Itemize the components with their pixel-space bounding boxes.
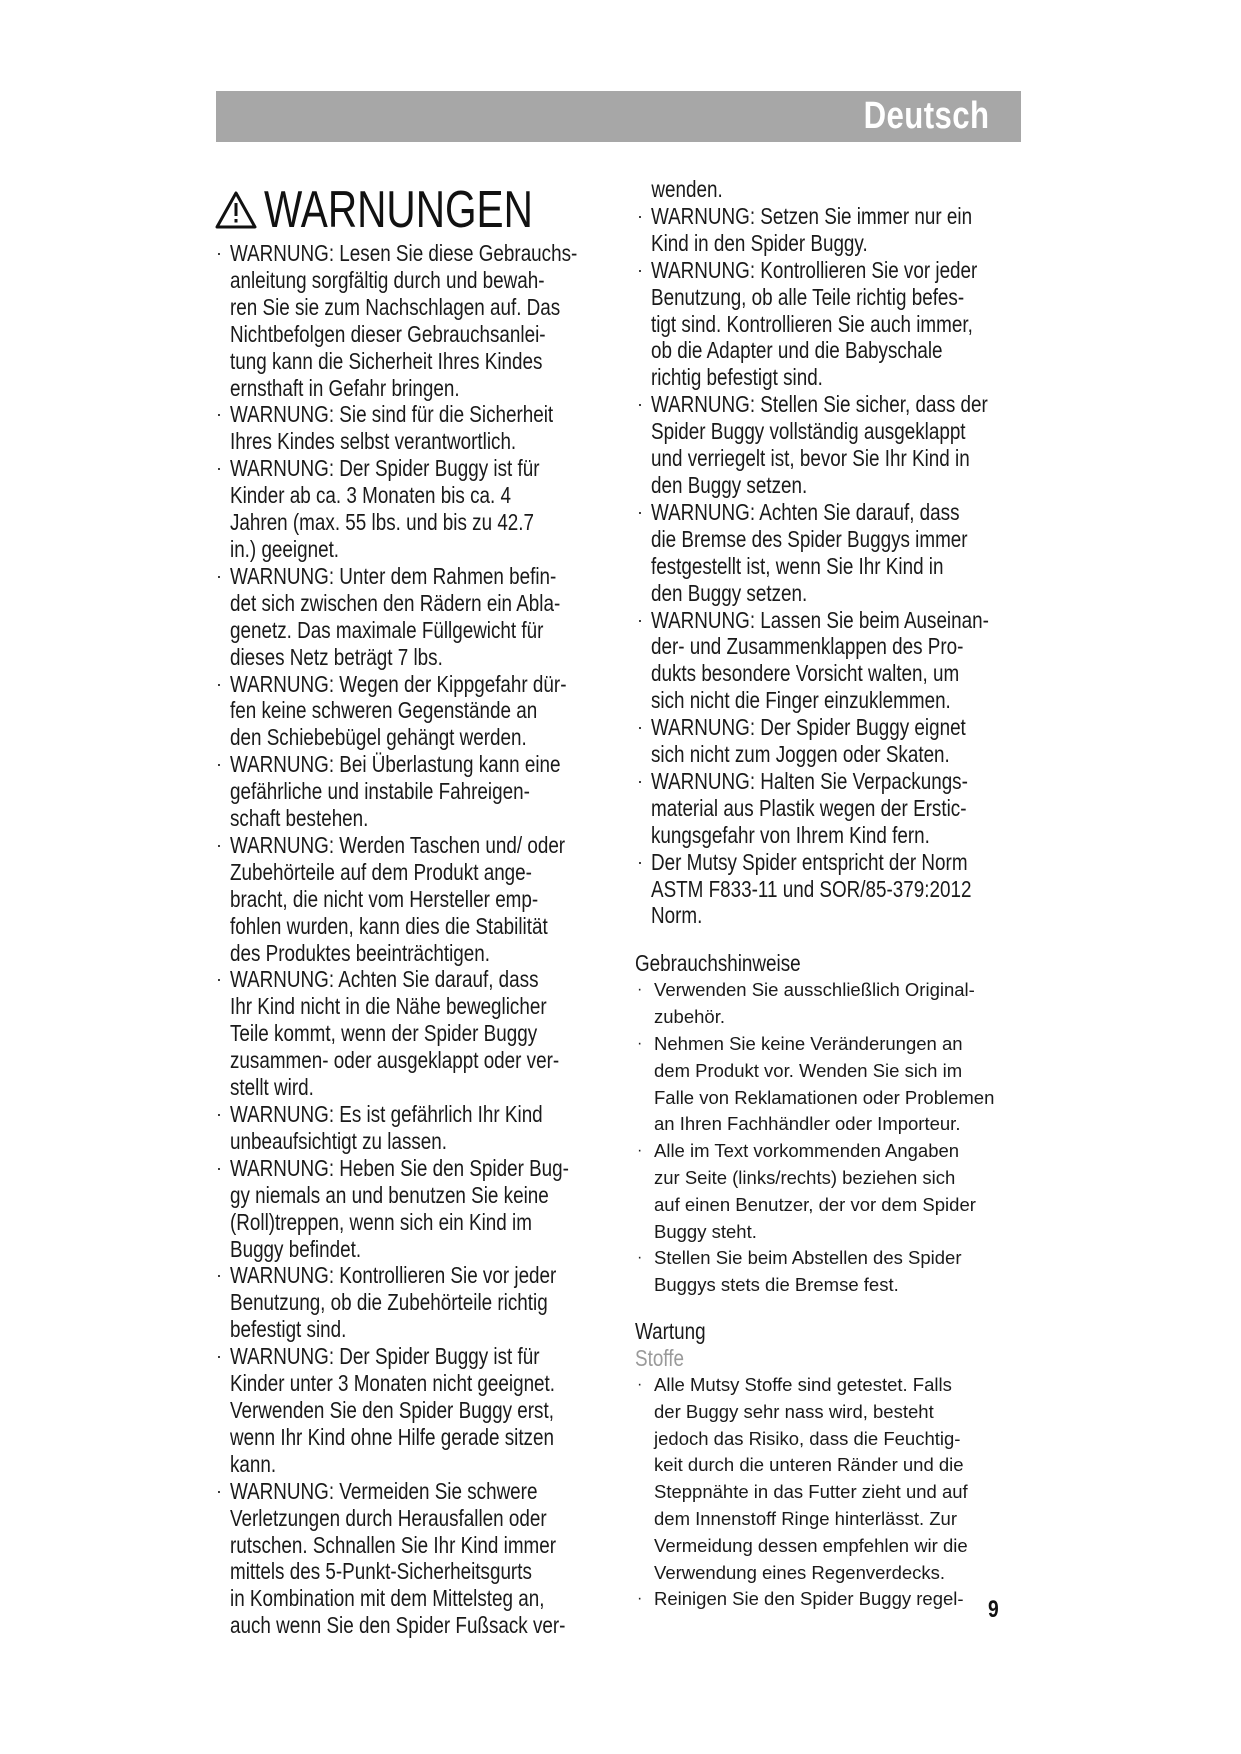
usage-item [635, 977, 1055, 1031]
warning-item [214, 832, 614, 967]
text-line: WARNUNG: Bei Überlastung kann eine [230, 751, 561, 778]
usage-heading: Gebrauchshinweise [635, 950, 801, 977]
warning-item [214, 240, 614, 401]
text-line: WARNUNG: Setzen Sie immer nur ein [651, 202, 973, 229]
bullet-icon: · [637, 1375, 643, 1393]
bullet-icon: · [216, 673, 222, 694]
text-line: rutschen. Schnallen Sie Ihr Kind immer [230, 1531, 557, 1558]
warning-item [214, 1343, 614, 1478]
text-line: auch wenn Sie den Spider Fußsack ver- [230, 1612, 566, 1639]
continuation-text [635, 176, 1055, 203]
warnings-title [214, 180, 614, 240]
text-line: Teile kommt, wenn der Spider Buggy [230, 1020, 538, 1047]
text-line: Ihr Kind nicht in die Nähe beweglicher [230, 993, 547, 1020]
warning-triangle-icon [214, 190, 258, 230]
bullet-icon: · [216, 1104, 222, 1124]
text-line: gefährliche und instabile Fahreigen- [230, 778, 530, 805]
bullet-icon: · [216, 1157, 222, 1178]
text-line: und verriegelt ist, bevor Sie Ihr Kind in [651, 445, 970, 472]
text-line: material aus Plastik wegen der Erstic- [651, 794, 967, 821]
text-line: Ihres Kindes selbst verantwortlich. [230, 428, 517, 455]
text-line: WARNUNG: Es ist gefährlich Ihr Kind [230, 1101, 543, 1127]
text-line: Benutzung, ob alle Teile richtig befes- [651, 283, 965, 310]
bullet-icon: · [216, 404, 222, 425]
text-line: Kinder unter 3 Monaten nicht geeignet. [230, 1370, 556, 1397]
bullet-icon: · [216, 565, 222, 586]
text-line: keit durch die unteren Ränder und die [654, 1454, 964, 1476]
text-line: Nehmen Sie keine Veränderungen an [654, 1032, 963, 1054]
maintenance-heading: Wartung [635, 1317, 706, 1344]
maintenance-list [635, 1372, 1055, 1613]
text-line: anleitung sorgfältig durch und bewah- [230, 266, 545, 293]
bullet-icon: · [216, 754, 222, 775]
warning-item [214, 563, 614, 671]
text-line: dieses Netz beträgt 7 lbs. [230, 643, 443, 670]
bullet-icon: · [216, 458, 222, 479]
text-line: dem Produkt vor. Wenden Sie sich im [654, 1059, 963, 1081]
text-line: (Roll)treppen, wenn sich ein Kind im [230, 1208, 532, 1235]
continuation-line: wenden. [651, 176, 723, 202]
text-line: WARNUNG: Achten Sie darauf, dass [230, 966, 539, 993]
warning-item [635, 203, 1055, 257]
bullet-icon: · [637, 259, 643, 280]
text-line: WARNUNG: Unter dem Rahmen befin- [230, 562, 557, 589]
bullet-icon: · [216, 834, 222, 855]
text-line: ernsthaft in Gefahr bringen. [230, 374, 460, 401]
warning-item [214, 751, 614, 832]
text-line: ob die Adapter und die Babyschale [651, 337, 943, 364]
text-line: des Produktes beeinträchtigen. [230, 939, 491, 966]
text-line: Der Mutsy Spider entspricht der Norm [651, 848, 968, 875]
text-line: Vermeidung dessen empfehlen wir die [654, 1534, 968, 1556]
left-column [214, 176, 614, 1639]
warning-item [214, 671, 614, 752]
bullet-icon: · [216, 1480, 222, 1501]
warnings-list-left [214, 240, 614, 1639]
warning-item [635, 714, 1055, 768]
text-line: WARNUNG: Werden Taschen und/ oder [230, 831, 566, 858]
bullet-icon: · [216, 243, 222, 263]
maintenance-item [635, 1372, 1055, 1586]
usage-item [635, 1138, 1055, 1245]
text-line: WARNUNG: Stellen Sie sicher, dass der [651, 391, 988, 418]
warnings-title-text: WARNUNGEN [264, 181, 533, 239]
text-line: dem Innenstoff Ringe hinterlässt. Zur [654, 1507, 958, 1529]
text-line: WARNUNG: Heben Sie den Spider Bug- [230, 1154, 569, 1181]
warning-item [635, 849, 1055, 930]
warning-item [635, 607, 1055, 715]
text-line: Jahren (max. 55 lbs. und bis zu 42.7 [230, 509, 535, 536]
text-line: Buggy befindet. [230, 1235, 362, 1262]
text-line: Zubehörteile auf dem Produkt ange- [230, 858, 532, 885]
text-line: Kinder ab ca. 3 Monaten bis ca. 4 [230, 482, 511, 509]
text-line: den Schiebebügel gehängt werden. [230, 724, 527, 751]
text-line: WARNUNG: Wegen der Kippgefahr dür- [230, 670, 567, 697]
text-line: befestigt sind. [230, 1316, 347, 1343]
text-line: WARNUNG: Der Spider Buggy eignet [651, 714, 966, 741]
warning-item [214, 455, 614, 563]
text-line: Steppnähte in das Futter zieht und auf [654, 1481, 968, 1503]
usage-item [635, 1031, 1055, 1138]
bullet-icon: · [637, 1142, 643, 1160]
text-line: auf einen Benutzer, der vor dem Spider [654, 1193, 976, 1215]
text-line: tigt sind. Kontrollieren Sie auch immer, [651, 310, 973, 337]
warning-item [635, 391, 1055, 499]
text-line: an Ihren Fachhändler oder Importeur. [654, 1113, 961, 1135]
text-line: Nichtbefolgen dieser Gebrauchsanlei- [230, 320, 546, 347]
text-line: fohlen wurden, kann dies die Stabilität [230, 912, 548, 939]
text-line: stellt wird. [230, 1074, 314, 1101]
text-line: WARNUNG: Kontrollieren Sie vor jeder [651, 256, 978, 283]
bullet-icon: · [637, 1590, 643, 1608]
text-line: Alle Mutsy Stoffe sind getestet. Falls [654, 1373, 952, 1395]
bullet-icon: · [637, 609, 643, 630]
text-line: ren Sie sie zum Nachschlagen auf. Das [230, 293, 561, 320]
text-line: Reinigen Sie den Spider Buggy regel- [654, 1588, 964, 1610]
text-line: der Buggy sehr nass wird, besteht [654, 1400, 934, 1422]
text-line: det sich zwischen den Rädern ein Abla- [230, 589, 561, 616]
text-line: unbeaufsichtigt zu lassen. [230, 1127, 448, 1154]
text-line: gy niemals an und benutzen Sie keine [230, 1181, 549, 1208]
language-header-bar [216, 91, 1021, 142]
text-line: WARNUNG: Sie sind für die Sicherheit [230, 401, 554, 428]
warning-item [214, 966, 614, 1101]
text-line: richtig befestigt sind. [651, 364, 823, 391]
text-line: sich nicht die Finger einzuklemmen. [651, 687, 951, 714]
warning-item [635, 257, 1055, 392]
text-line: Kind in den Spider Buggy. [651, 229, 868, 256]
warnings-list-right [635, 203, 1055, 929]
bullet-icon: · [637, 981, 643, 999]
bullet-icon: · [637, 1249, 643, 1267]
bullet-icon: · [637, 770, 643, 791]
text-line: zur Seite (links/rechts) beziehen sich [654, 1166, 956, 1188]
text-line: den Buggy setzen. [651, 579, 808, 606]
text-line: Alle im Text vorkommenden Angaben [654, 1140, 960, 1162]
warning-item [635, 499, 1055, 607]
text-line: WARNUNG: Der Spider Buggy ist für [230, 1343, 540, 1370]
usage-list [635, 977, 1055, 1299]
text-line: Norm. [651, 902, 703, 929]
warning-item [214, 401, 614, 455]
bullet-icon: · [216, 1346, 222, 1367]
text-line: in Kombination mit dem Mittelsteg an, [230, 1585, 545, 1612]
text-line: Benutzung, ob die Zubehörteile richtig [230, 1289, 548, 1316]
text-line: den Buggy setzen. [651, 471, 808, 498]
bullet-icon: · [637, 1034, 643, 1052]
text-line: tung kann die Sicherheit Ihres Kindes [230, 347, 543, 374]
text-line: Verwendung eines Regenverdecks. [654, 1561, 946, 1583]
text-line: Verletzungen durch Herausfallen oder [230, 1504, 547, 1531]
text-line: Verwenden Sie ausschließlich Original- [654, 979, 975, 1001]
text-line: zusammen- oder ausgeklappt oder ver- [230, 1047, 560, 1074]
text-line: ASTM F833-11 und SOR/85-379:2012 [651, 875, 972, 902]
text-line: Stellen Sie beim Abstellen des Spider [654, 1247, 962, 1269]
text-line: Buggy steht. [654, 1220, 757, 1242]
text-line: der- und Zusammenklappen des Pro- [651, 633, 964, 660]
bullet-icon: · [637, 501, 643, 522]
bullet-icon: · [216, 1265, 222, 1286]
text-line: die Bremse des Spider Buggys immer [651, 525, 968, 552]
fabrics-subheading: Stoffe [635, 1344, 684, 1371]
text-line: WARNUNG: Kontrollieren Sie vor jeder [230, 1262, 557, 1289]
warning-item [214, 1101, 614, 1155]
text-line: kann. [230, 1450, 277, 1477]
text-line: sich nicht zum Joggen oder Skaten. [651, 741, 950, 768]
text-line: WARNUNG: Vermeiden Sie schwere [230, 1477, 538, 1504]
text-line: genetz. Das maximale Füllgewicht für [230, 616, 544, 643]
text-line: schaft bestehen. [230, 805, 369, 832]
warning-item [214, 1155, 614, 1263]
text-line: WARNUNG: Der Spider Buggy ist für [230, 455, 540, 482]
text-line: WARNUNG: Lesen Sie diese Gebrauchs- [230, 240, 578, 266]
text-line: Verwenden Sie den Spider Buggy erst, [230, 1396, 554, 1423]
text-line: bracht, die nicht vom Hersteller emp- [230, 885, 539, 912]
bullet-icon: · [637, 394, 643, 415]
right-column [635, 176, 1055, 1613]
text-line: Spider Buggy vollständig ausgeklappt [651, 418, 966, 445]
text-line: Falle von Reklamationen oder Problemen [654, 1086, 995, 1108]
text-line: WARNUNG: Achten Sie darauf, dass [651, 498, 960, 525]
warning-item [214, 1262, 614, 1343]
language-label: Deutsch [863, 95, 989, 137]
warning-item [214, 1478, 614, 1639]
text-line: kungsgefahr von Ihrem Kind fern. [651, 821, 930, 848]
bullet-icon: · [216, 969, 222, 990]
text-line: dukts besondere Vorsicht walten, um [651, 660, 960, 687]
text-line: in.) geeignet. [230, 535, 340, 562]
text-line: WARNUNG: Lassen Sie beim Auseinan- [651, 606, 989, 633]
warning-item [635, 768, 1055, 849]
text-line: WARNUNG: Halten Sie Verpackungs- [651, 767, 968, 794]
text-line: zubehör. [654, 1006, 725, 1028]
bullet-icon: · [637, 205, 643, 226]
text-line: festgestellt ist, wenn Sie Ihr Kind in [651, 552, 944, 579]
text-line: mittels des 5-Punkt-Sicherheitsgurts [230, 1558, 532, 1585]
bullet-icon: · [637, 717, 643, 738]
text-line: Buggys stets die Bremse fest. [654, 1274, 899, 1296]
usage-item [635, 1245, 1055, 1299]
text-line: wenn Ihr Kind ohne Hilfe gerade sitzen [230, 1423, 554, 1450]
text-line: jedoch das Risiko, dass die Feuchtig- [654, 1427, 961, 1449]
bullet-icon: · [637, 851, 643, 872]
page-number: 9 [988, 1596, 999, 1623]
text-line: fen keine schweren Gegenstände an [230, 697, 538, 724]
